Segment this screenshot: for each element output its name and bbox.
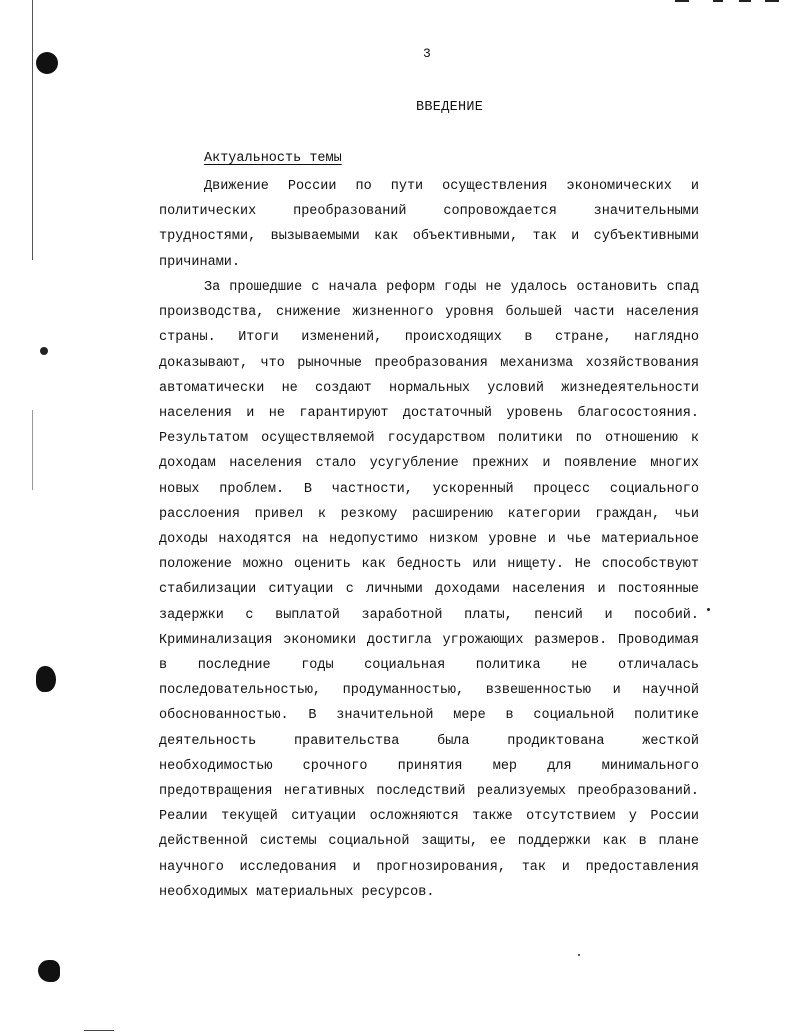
- scan-edge-line: [32, 410, 33, 490]
- section-heading: Актуальность темы: [204, 151, 342, 166]
- paragraph-intro: Движение России по пути осуществления экономических и политических преобразований сопровождается значительными трудностями, вызываемыми как объективными, так и субъективными причинами.: [159, 179, 699, 270]
- punch-hole-mark: [38, 960, 60, 982]
- scan-edge-line: [32, 0, 33, 260]
- scan-speck: [40, 347, 48, 355]
- scan-speck: [707, 608, 710, 611]
- page-title: ВВЕДЕНИЕ: [416, 100, 484, 115]
- paragraph-body: За прошедшие с начала реформ годы не удалось остановить спад производства, снижение жизненного уровня большей части населения страны. Итоги изменений, происходящих в стране, наглядно доказывают, что рыночные преобразования механизма хозяйствования автоматически не создают нормальных условий жизнедеятельности населения и не гарантируют достаточный уровень благосостояния. Результатом осуществляемой государством политики по отношению к доходам населения стало усугубление прежних и появление многих новых проблем. В частности, ускоренный процесс социального расслоения привел к резкому расширению категории граждан, чьи доходы находятся на недопустимо низком уровне и чье материальное положение можно оценить как бедность или нищету. Не способствуют стабилизации ситуации с личными доходами населения и постоянные задержки с выплатой заработной платы, пенсий и пособий. Криминализация экономики достигла угрожающих размеров. Проводимая в последние годы социальная политика не отличалась последовательностью, продуманностью, взвешенностью и научной обоснованностью. В значительной мере в социальной политике деятельность правительства была продиктована жесткой необходимостью срочного принятия мер для минимального предотвращения негативных последствий реализуемых преобразований. Реалии текущей ситуации осложняются также отсутствием у России действенной системы социальной защиты, ее поддержки как в плане научного исследования и прогнозирования, так и предоставления необходимых материальных ресурсов.: [159, 280, 699, 900]
- scan-speck: [578, 954, 580, 956]
- scan-bottom-mark: [84, 1030, 114, 1031]
- page-number: 3: [423, 46, 431, 61]
- scan-corner-marks: [675, 0, 785, 3]
- punch-hole-mark: [36, 52, 58, 74]
- punch-hole-mark: [36, 666, 56, 692]
